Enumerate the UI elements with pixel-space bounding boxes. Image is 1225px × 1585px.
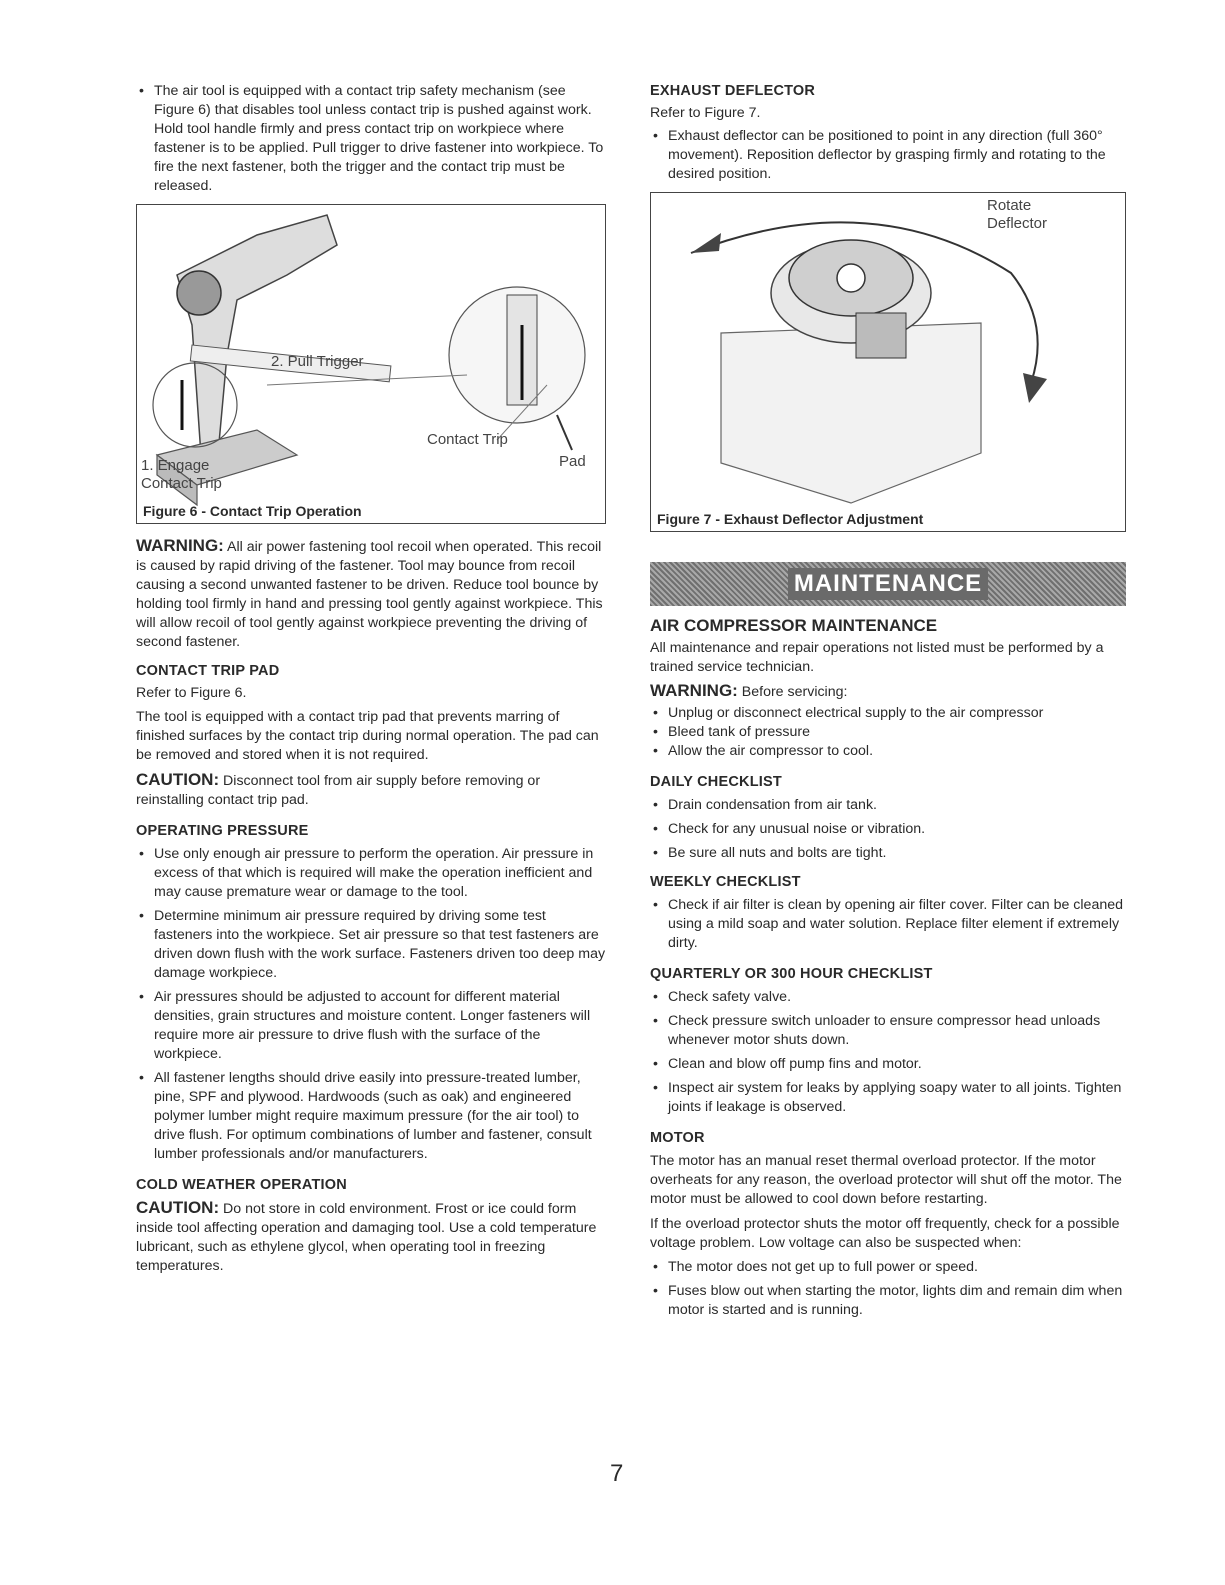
list-item: • The motor does not get up to full power or speed. [650,1258,1126,1277]
page-number: 7 [610,1460,624,1487]
list-item: • Check pressure switch unloader to ensure compressor head unloads whenever motor shuts down. [650,1012,1126,1050]
caution-label: CAUTION: [136,1198,220,1217]
caution-text: Do not store in cold environment. Frost or ice could form inside tool affecting operation and damaging tool. Use a cold temperature lubricant, such as ethylene glycol, when operating tool in freezing temperatures. [136,1201,597,1274]
label-rotate: Rotate [987,197,1032,214]
acm-text: All maintenance and repair operations not listed must be performed by a trained service technician. [650,640,1104,675]
warning-label: WARNING: [136,536,224,555]
ctp-caution-paragraph [136,770,606,810]
list-item: • Determine minimum air pressure required by driving some test fasteners into the workpiece. Set air pressure so that test fasteners are driven down flush with the work surface. Fasteners driven too deep may damage workpiece. [136,907,606,983]
warning-text: All air power fastening tool recoil when operated. This recoil is caused by rapid driving of the fastener. Tool may bounce from recoil causing a second unwanted fastener to be driven. Reduce tool bounce by holding tool firmly in hand and pressing tool gently against workpiece. This will allow recoil of tool gently against workpiece preventing the driving of second fastener. [136,539,603,650]
list-item: • The air tool is equipped with a contact trip safety mechanism (see Figure 6) that disables tool unless contact trip is pushed against work. Hold tool handle firmly and press contact trip on workpiece where fastener is to be applied. Pull trigger to drive fastener into workpiece. To fire the next fastener, both the trigger and the contact trip must be released. [136,82,606,196]
motor-text-1: The motor has an manual reset thermal overload protector. If the motor overheats for any reason, the overload protector will shut off the motor. The motor must be allowed to cool down before restarting. [650,1153,1122,1207]
contact-trip-pad-text: The tool is equipped with a contact trip pad that prevents marring of finished surfaces by the contact trip during normal operation. The pad can be removed and stored when it is not required. [136,709,599,763]
weekly-checklist-heading: WEEKLY CHECKLIST [650,874,801,890]
exhaust-deflector-ref: Refer to Figure 7. [650,105,761,121]
list-item: • Exhaust deflector can be positioned to point in any direction (full 360° movement). Reposition deflector by grasping firmly and rotating to the desired position. [650,127,1126,184]
exhaust-deflector-heading: EXHAUST DEFLECTOR [650,83,816,99]
figure-7 [650,192,1126,532]
contact-trip-pad-ref: Refer to Figure 6. [136,685,247,701]
list-item: • Air pressures should be adjusted to account for different material densities, grain structures and moisture content. Longer fasteners will require more air pressure to drive flush with the surface of the workpiece. [136,988,606,1064]
label-contact-trip: Contact Trip [427,431,508,448]
air-compressor-maintenance-heading: AIR COMPRESSOR MAINTENANCE [650,616,938,635]
list-item: • Inspect air system for leaks by applying soapy water to all joints. Tighten joints if leakage is observed. [650,1079,1126,1117]
cold-caution-paragraph [136,1198,606,1276]
operating-pressure-heading: OPERATING PRESSURE [136,823,309,839]
weekly-list [650,896,1126,953]
right-column [650,82,1126,1320]
list-item: • Bleed tank of pressure [650,723,1126,742]
list-item: • Drain condensation from air tank. [650,796,1126,815]
label-engage: 1. Engage [141,457,210,474]
label-deflector: Deflector [987,215,1048,232]
left-column [136,82,606,1276]
list-item: • Be sure all nuts and bolts are tight. [650,844,1126,863]
operating-pressure-list [136,845,606,1164]
list-item: • Check for any unusual noise or vibration. [650,820,1126,839]
list-item: • Check safety valve. [650,988,1126,1007]
motor-text-2: If the overload protector shuts the motor off frequently, check for a possible voltage problem. Low voltage can also be suspected when: [650,1216,1120,1251]
daily-checklist-heading: DAILY CHECKLIST [650,774,782,790]
list-item: • Clean and blow off pump fins and motor. [650,1055,1126,1074]
list-item: • Use only enough air pressure to perform the operation. Air pressure in excess of that which is required will make the operation inefficient and may cause premature wear or damage to the tool. [136,845,606,902]
figure-6-caption: Figure 6 - Contact Trip Operation [143,503,362,519]
exhaust-list [650,127,1126,184]
list-item: • Unplug or disconnect electrical supply to the air compressor [650,704,1126,723]
warning-label: WARNING: [650,681,738,700]
figure-6 [136,204,606,524]
list-item: • All fastener lengths should drive easily into pressure-treated lumber, pine, SPF and plywood. Hardwoods (such as oak) and engineered polymer lumber might require maximum pressure (for the air tool) to drive flush. For optimum combinations of lumber and fastener, consult lumber professionals and/or manufacturers. [136,1069,606,1164]
intro-list [136,82,606,196]
acm-list [650,704,1126,761]
quarterly-checklist-heading: QUARTERLY OR 300 HOUR CHECKLIST [650,966,933,982]
list-item: • Fuses blow out when starting the motor, lights dim and remain dim when motor is started and is running. [650,1282,1126,1320]
list-item: • Allow the air compressor to cool. [650,742,1126,761]
maintenance-banner [650,562,1126,606]
label-engage-contact-trip: Contact Trip [141,475,222,492]
warning-paragraph [136,536,606,652]
motor-list [650,1258,1126,1320]
contact-trip-pad-heading: CONTACT TRIP PAD [136,663,280,679]
daily-list [650,796,1126,863]
caution-label: CAUTION: [136,770,220,789]
list-item: • Check if air filter is clean by opening air filter cover. Filter can be cleaned using a mild soap and water solution. Replace filter element if extremely dirty. [650,896,1126,953]
cold-weather-heading: COLD WEATHER OPERATION [136,1177,347,1193]
label-pull-trigger: 2. Pull Trigger [271,353,364,370]
acm-warning-paragraph [650,681,1126,702]
warning-text: Before servicing: [737,684,848,700]
caution-text: Disconnect tool from air supply before removing or reinstalling contact trip pad. [136,773,541,808]
label-pad: Pad [559,453,586,470]
compressor-illustration [651,193,1126,531]
banner-title: MAINTENANCE [788,568,988,600]
quarterly-list [650,988,1126,1117]
figure-7-caption: Figure 7 - Exhaust Deflector Adjustment [657,511,924,527]
motor-heading: MOTOR [650,1130,705,1146]
